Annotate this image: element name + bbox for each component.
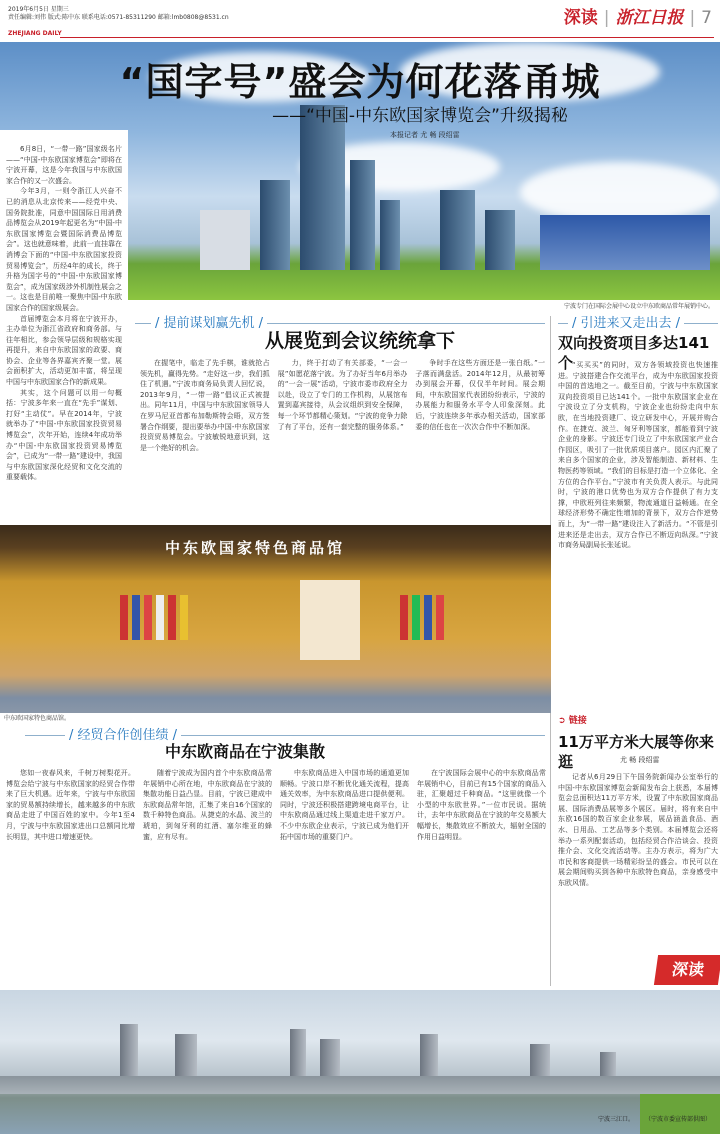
editor-credits: 责任编辑:刘伟 版式:陈中东 联系电话:0571-85311290 邮箱:lmb0808@8531.cn	[8, 14, 229, 21]
main-headline: “国字号”盛会为何花落甬城	[119, 60, 601, 104]
city-caption: 宁波三江口。	[598, 1116, 635, 1123]
link-label-text: 链接	[568, 716, 587, 726]
header-divider	[60, 37, 714, 38]
lead-paragraph: 其实，这个问题可以用一句概括：宁波多年来一直在“先手”谋划、打好“主动仗”。早在2014年，宁波就举办了“中国-中东欧国家投资贸易博览会”，次年开始，连续4年成功举办“中国-中东欧国家投资贸易博览会”，已成为“一带一路”建设中，我国与中东欧国家深化经贸和文化交流的重要载体。	[6, 388, 122, 482]
section2-title: 中东欧商品在宁波集散	[165, 742, 326, 761]
body-column: 中东欧商品进入中国市场的通道更加顺畅。宁波口岸不断优化通关流程，提高通关效率，为中东欧商品进口提供便利。同时，宁波还积极搭建跨境电商平台，让中东欧商品通过线上渠道走进千家万户。不少中东欧企业表示，宁波已成为他们开拓中国市场的重要门户。	[280, 769, 409, 841]
body-paragraph: “买买买”的同时，双方各领域投资也快速推进。宁波搭建合作交流平台，成为中东欧国家投资中国的首选地之一。截至目前，宁波与中东欧国家双向投资项目已达141个。一批中东欧国家企业在宁波设立了分支机构，宁波企业也纷纷走向中东欧，在当地投资建厂、设立研发中心，开展并购合作。在捷克、波兰、匈牙利等国家，都能看到宁波企业的身影。宁波还专门设立了中东欧国家产业合作园区，吸引了一批优质项目落户。园区内汇聚了来自多个国家的企业，涉及智能制造、新材料、生物医药等领域。“我们的目标是打造一个立体化、全方位的合作平台。”宁波市有关负责人表示。与此同时，宁波的港口优势也为双方合作提供了有力支撑，中欧班列往来频繁，物流通道日益畅通。在全球经济形势不确定性增加的背景下，双方合作逆势而上，为“一带一路”建设注入了新活力。“不管是引进来还是走出去，双方合作已不断迈向纵深。”宁波市商务局副局长张延说。	[558, 361, 718, 550]
page-number: 7	[701, 8, 712, 28]
link-byline: 尤 畅 段绍雷	[620, 756, 660, 764]
city-photo	[0, 990, 720, 1134]
body-column: 力，终于打动了有关部委，“一会一展”如愿花落宁波。为了办好当年6月举办的“一会一展”活动，宁波市委市政府全力以赴，设立了专门的工作机构，从展馆布置到嘉宾接待，从会议组织到安全保障，每一个环节都精心策划。“宁波的竞争力除了有了平台，还有一套完整的服务体系。”	[277, 359, 408, 431]
pavilion-caption: 中东欧国家特色商品馆。	[4, 715, 71, 722]
body-column: 在宁波国际会展中心的中东欧商品常年展销中心，目前已有15个国家的商品入驻，汇聚超过千种商品。“这里就像一个小型的中东欧世界。”一位市民说。据统计，去年中东欧商品在宁波的年交易额大幅增长，集散效应不断放大，辐射全国的作用日益明显。	[417, 769, 546, 841]
separator: |	[603, 8, 610, 28]
lead-paragraph: 首届博览会本月将在宁波开办，主办单位为浙江省政府和商务部。与往年相比，参会领导层级和规格实现再提升，来自中东欧国家的政要、商协会、企业等各界嘉宾齐聚一堂。展会面积扩大，活动更加丰富，将呈现中国与中东欧国家合作的新成果。	[6, 314, 122, 387]
body-column: 您如一夜春风来，千树万树梨花开。博览会给宁波与中东欧国家的经贸合作带来了巨大机遇。近年来，宁波与中东欧国家的贸易额持续增长，越来越多的中东欧商品走进了中国百姓的家中。今年1至4月，宁波与中东欧国家进出口总额同比增长明显，其中进口增速更快。	[6, 769, 135, 841]
lead-paragraph: 今年3月，一则令浙江人兴奋不已的消息从北京传来——经党中央、国务院批准，同意中国国际日用消费品博览会从2019年起更名为“中国-中东欧国家博览会暨国际消费品博览会”。这也就意味着，此前一直挂靠在消博会下面的“中国-中东欧国家投资贸易博览会”，历经4年的成长，终于升格为国字号的“中国-中东欧国家博览会”，成为国家级涉外机制性展会之一。这也是目前唯一聚焦中国-中东欧国家合作的国家级展会。	[6, 187, 122, 312]
subheadline: ——“中国-中东欧国家博览会”升级揭秘	[272, 106, 568, 126]
dateline	[8, 6, 229, 22]
arrow-icon: ➲	[558, 716, 569, 726]
lead-paragraph: 6月8日，“一带一路”国家级名片——“中国-中东欧国家博览会”即将在宁波开幕，这是今年我国与中东欧国家合作的又一次盛会。	[6, 145, 122, 185]
issue-date: 2019年6月5日 星期三	[8, 6, 69, 13]
byline: 本报记者 尤 畅 段绍雷	[390, 131, 460, 139]
section1-kicker: / 提前谋划赢先机 /	[155, 316, 264, 331]
section2-kicker: / 经贸合作创佳绩 /	[69, 728, 178, 743]
section1-title: 从展览到会议统统拿下	[265, 330, 456, 352]
link-body	[558, 772, 718, 950]
paper-english-name: ZHEJIANG DAILY	[8, 30, 62, 37]
link-label	[558, 716, 587, 727]
hero-caption: 宁波专门在国际会展中心设立中东欧商品常年展销中心。	[563, 303, 714, 310]
body-column: 在握笔中，临走了先手棋，谁就抢占领先机，赢得先势。“走好这一步，我们抓住了机遇。”宁波市商务局负责人回忆说，2013年9月，“一带一路”倡议正式被提出。同年11月，中国与中东欧国家领导人在罗马尼亚首都布加勒斯特会晤，双方签署合作纲要，提出要举办中国-中东欧国家投资贸易博览会。宁波敏锐地意识到，这是一个绝好的机会。	[140, 359, 270, 452]
section-right-title: 双向投资项目多达141个	[558, 334, 710, 372]
separator: |	[689, 8, 696, 28]
section-right-body	[558, 360, 718, 710]
body-column: 随着宁波成为国内首个中东欧商品常年展销中心所在地，中东欧商品在宁波的集散功能日益凸显。目前，宁波已建成中东欧商品常年馆，汇集了来自16个国家的数千种特色商品。从捷克的水晶、波兰的琥珀，到匈牙利的红酒、塞尔维亚的蜂蜜，应有尽有。	[143, 769, 272, 841]
section-name: 深读	[563, 8, 598, 28]
section1-body	[140, 358, 545, 517]
body-column: 争时手在这些方面还是一张白纸。”一子落而满盘活。2014年12月，从最初筹办到展会开幕，仅仅半年时间。展会期间，中东欧国家代表团纷纷表示，宁波的办展能力和服务水平令人印象深刻。此后，宁波连续多年承办相关活动，国家部委的信任也在一次次合作中不断加深。	[415, 359, 545, 431]
section1-header	[135, 316, 545, 352]
body-paragraph: 记者从6月29日下午国务院新闻办公室举行的中国-中东欧国家博览会新闻发布会上获悉，本届博览会总面积达11万平方米，设置了中东欧国家商品展、国际消费品展等多个展区。届时，将有来自中东欧16国的数百家企业参展，展品涵盖食品、酒水、日用品、工艺品等多个类别。本届博览会还将举办一系列配套活动，包括经贸合作洽谈会、投资推介会、文化交流活动等。主办方表示，将为广大市民和客商提供一场精彩纷呈的盛会。市民可以在展会期间购买到各种中东欧特色商品，亲身感受中东欧风情。	[558, 773, 718, 887]
link-title: 11万平方米大展等你来逛	[558, 733, 714, 771]
photo-credit: （宁波市委宣传部供图）	[645, 1116, 712, 1123]
section2-body	[6, 768, 546, 985]
column-divider	[550, 716, 551, 986]
section-badge: 深读	[654, 955, 720, 985]
masthead	[564, 8, 712, 28]
pavilion-sign: 中东欧国家特色商品馆	[165, 539, 346, 557]
pavilion-photo	[0, 525, 551, 713]
section2-header	[25, 728, 545, 762]
section-right-kicker: / 引进来又走出去 /	[572, 316, 681, 331]
paper-logo: 浙江日报	[615, 8, 684, 28]
lead-column	[0, 130, 128, 520]
